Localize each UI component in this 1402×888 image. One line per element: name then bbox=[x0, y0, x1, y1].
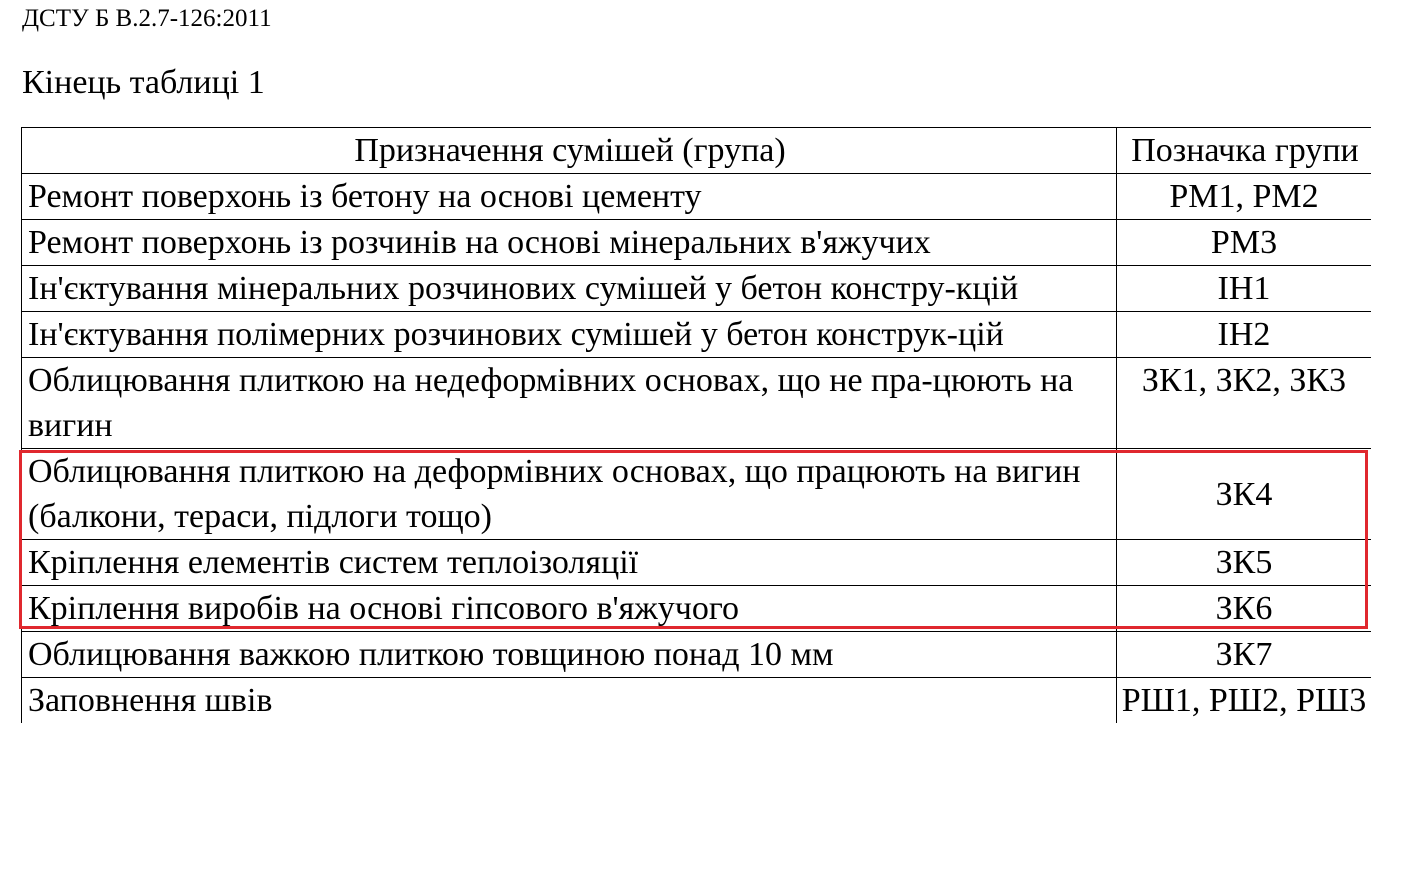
row-purpose: Кріплення елементів систем теплоізоляції bbox=[22, 540, 1117, 586]
table-row-highlighted bbox=[22, 358, 1372, 449]
row-purpose: Кріплення виробів на основі гіпсового в'яжучого bbox=[22, 586, 1117, 632]
table-row bbox=[22, 220, 1372, 266]
row-designation: ЗК1, ЗК2, ЗК3 bbox=[1117, 358, 1372, 449]
row-purpose: Ін'єктування мінеральних розчинових сумішей у бетон констру-кцій bbox=[22, 266, 1117, 312]
row-purpose: Ін'єктування полімерних розчинових сумішей у бетон конструк-цій bbox=[22, 312, 1117, 358]
table-row bbox=[22, 632, 1372, 678]
row-purpose: Облицювання плиткою на недеформівних основах, що не пра-цюють на вигин bbox=[22, 358, 1117, 449]
row-designation: ЗК4 bbox=[1117, 449, 1372, 540]
row-designation: ЗК7 bbox=[1117, 632, 1372, 678]
row-purpose: Заповнення швів bbox=[22, 678, 1117, 724]
table-header-row bbox=[22, 128, 1372, 174]
row-designation: ІН2 bbox=[1117, 312, 1372, 358]
table-row bbox=[22, 586, 1372, 632]
header-purpose: Призначення сумішей (група) bbox=[22, 128, 1117, 174]
row-designation: ІН1 bbox=[1117, 266, 1372, 312]
table-row-highlighted bbox=[22, 449, 1372, 540]
row-purpose: Ремонт поверхонь із розчинів на основі мінеральних в'яжучих bbox=[22, 220, 1117, 266]
row-purpose: Облицювання плиткою на деформівних основах, що працюють на вигин (балкони, тераси, підлоги тощо) bbox=[22, 449, 1117, 540]
table-caption: Кінець таблиці 1 bbox=[22, 64, 265, 101]
table-row bbox=[22, 312, 1372, 358]
row-designation: ЗК5 bbox=[1117, 540, 1372, 586]
table-row bbox=[22, 266, 1372, 312]
mixtures-table bbox=[21, 127, 1371, 723]
table-container bbox=[21, 127, 1371, 860]
row-purpose: Облицювання важкою плиткою товщиною понад 10 мм bbox=[22, 632, 1117, 678]
table-row bbox=[22, 540, 1372, 586]
document-code: ДСТУ Б В.2.7-126:2011 bbox=[22, 5, 272, 32]
row-designation: РМ1, РМ2 bbox=[1117, 174, 1372, 220]
row-designation: РМ3 bbox=[1117, 220, 1372, 266]
row-purpose: Ремонт поверхонь із бетону на основі цементу bbox=[22, 174, 1117, 220]
table-row bbox=[22, 174, 1372, 220]
header-designation: Позначка групи bbox=[1117, 128, 1372, 174]
row-designation: ЗК6 bbox=[1117, 586, 1372, 632]
table-row bbox=[22, 678, 1372, 724]
row-designation: РШ1, РШ2, РШ3 bbox=[1117, 678, 1372, 724]
